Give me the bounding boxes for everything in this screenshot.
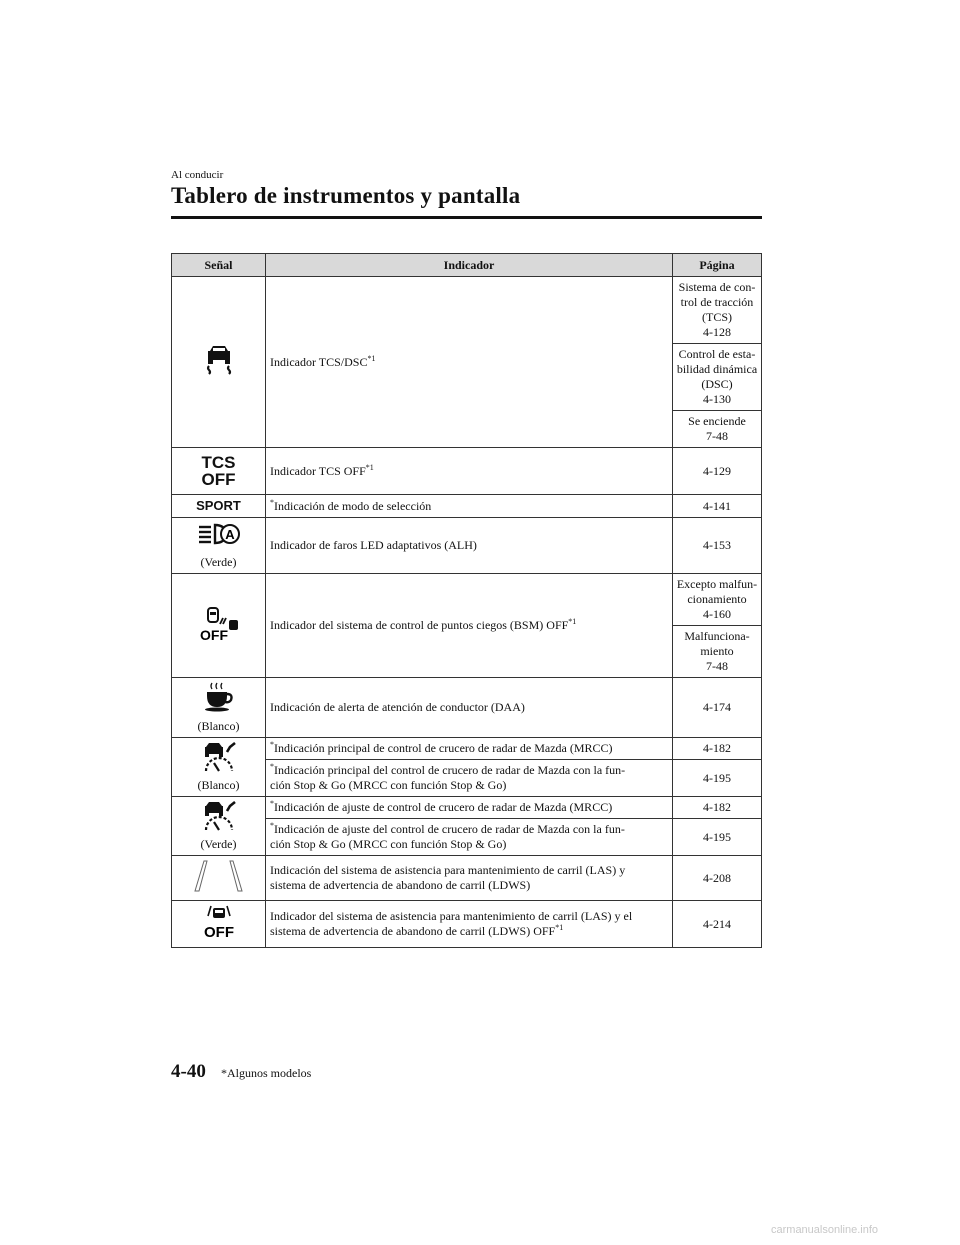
page-cell (673, 626, 762, 678)
indicator-cell (266, 760, 673, 797)
page-ref: 7-48 (706, 659, 728, 673)
indicator-sup: * (270, 821, 274, 830)
indicator-text: Indicación de modo de selección (274, 498, 432, 513)
header-page: Página (673, 254, 762, 277)
header-indicator: Indicador (266, 254, 673, 277)
page-cell: 4-174 (673, 678, 762, 738)
indicator-cell (266, 819, 673, 856)
page-cell: 4-208 (673, 856, 762, 901)
indicator-text: Indicación de ajuste de control de crucero de radar de Mazda (MRCC) (274, 800, 613, 814)
lane-lines-icon (190, 859, 248, 893)
table-row (172, 901, 762, 948)
indicator-table (171, 253, 762, 948)
page-title: Tablero de instrumentos y pantalla (171, 183, 521, 208)
page-ref: 4-160 (703, 607, 731, 621)
table-row (172, 738, 762, 760)
indicator-text: Indicador TCS OFF (270, 463, 366, 478)
signal-cell (172, 797, 266, 856)
page-label: Control de esta- (678, 347, 756, 361)
indicator-cell (266, 678, 673, 738)
page-label: trol de tracción (680, 295, 754, 309)
indicator-cell (266, 495, 673, 518)
page-cell: 4-214 (673, 901, 762, 948)
page-label: (TCS) (702, 310, 732, 324)
page-cell: 4-153 (673, 518, 762, 574)
tcs-off-icon (202, 454, 236, 488)
table-row (172, 856, 762, 901)
page-number: 4-40 (171, 1061, 206, 1082)
page-cell: 4-182 (673, 797, 762, 819)
indicator-text: Indicador del sistema de asistencia para mantenimiento de carril (LAS) y el (270, 909, 633, 923)
icon-label: OFF (203, 924, 234, 940)
tcs-dsc-indicator-icon (203, 342, 235, 378)
page-label: bilidad dinámica (676, 362, 758, 376)
page-cell (673, 411, 762, 448)
page-label: Sistema de con- (678, 280, 756, 294)
table-row (172, 518, 762, 574)
indicator-cell (266, 901, 673, 948)
indicator-cell (266, 856, 673, 901)
page-cell (673, 277, 762, 344)
alh-icon (197, 521, 241, 549)
table-row (172, 678, 762, 738)
page-ref: 7-48 (706, 429, 728, 443)
page-cell (673, 574, 762, 626)
icon-caption: (Blanco) (197, 719, 240, 733)
indicator-text: ción Stop & Go (MRCC con función Stop & Go) (270, 778, 507, 792)
indicator-text: Indicador del sistema de control de puntos ciegos (BSM) OFF (270, 618, 569, 632)
indicator-cell (266, 277, 673, 448)
header-signal: Señal (172, 254, 266, 277)
page-label: (DSC) (701, 377, 733, 391)
indicator-text: Indicador de faros LED adaptativos (ALH) (270, 538, 477, 552)
indicator-sup: *1 (555, 923, 564, 932)
signal-cell (172, 495, 266, 518)
page-cell: 4-195 (673, 760, 762, 797)
indicator-text: Indicador TCS/DSC (270, 354, 368, 369)
icon-caption: (Verde) (200, 555, 237, 569)
watermark: carmanualsonline.info (771, 1224, 879, 1236)
indicator-text: Indicación del sistema de asistencia para mantenimiento de carril (LAS) y (270, 863, 626, 877)
indicator-text: Indicación principal del control de crucero de radar de Mazda con la fun- (274, 763, 626, 777)
table-row (172, 797, 762, 819)
indicator-sup: *1 (367, 353, 376, 363)
page-ref: 4-128 (703, 325, 731, 339)
page-label: Se enciende (688, 414, 746, 428)
indicator-text: Indicación de ajuste del control de crucero de radar de Mazda con la fun- (274, 822, 625, 836)
page-cell: 4-129 (673, 448, 762, 495)
signal-cell (172, 448, 266, 495)
indicator-cell (266, 448, 673, 495)
page-label: Malfunciona- (684, 629, 750, 643)
indicator-cell (266, 797, 673, 819)
indicator-text: sistema de advertencia de abandono de carril (LDWS) OFF (270, 924, 556, 938)
indicator-text: ción Stop & Go (MRCC con función Stop & Go) (270, 837, 507, 851)
signal-cell (172, 518, 266, 574)
page-label: cionamiento (687, 592, 747, 606)
icon-label: TCS (201, 452, 236, 472)
signal-cell (172, 574, 266, 678)
bsm-off-icon (198, 606, 240, 642)
indicator-sup: * (270, 740, 274, 749)
table-row (172, 448, 762, 495)
table-header-row (172, 254, 762, 277)
indicator-text: Indicación de alerta de atención de conductor (DAA) (270, 700, 525, 714)
indicator-sup: * (270, 497, 274, 507)
table-row (172, 574, 762, 626)
coffee-cup-icon (202, 681, 236, 713)
indicator-sup: * (270, 762, 274, 771)
indicator-sup: *1 (568, 617, 577, 626)
signal-cell (172, 678, 266, 738)
indicator-sup: *1 (365, 462, 374, 472)
sport-icon: SPORT (196, 498, 241, 513)
svg-text:A: A (224, 527, 235, 542)
las-off-icon (201, 904, 237, 940)
footnote: *Algunos modelos (221, 1066, 312, 1080)
section-label: Al conducir (171, 169, 224, 181)
indicator-cell (266, 574, 673, 678)
signal-cell (172, 856, 266, 901)
icon-label: OFF (199, 626, 228, 642)
page-cell (673, 344, 762, 411)
page-label: Excepto malfun- (676, 577, 758, 591)
indicator-cell (266, 738, 673, 760)
indicator-text: Indicación principal de control de crucero de radar de Mazda (MRCC) (274, 741, 613, 755)
icon-caption: (Blanco) (197, 777, 240, 792)
icon-label: OFF (201, 469, 236, 489)
signal-cell (172, 277, 266, 448)
icon-caption: (Verde) (200, 836, 237, 851)
indicator-cell (266, 518, 673, 574)
page-cell: 4-195 (673, 819, 762, 856)
page-cell: 4-182 (673, 738, 762, 760)
page-cell: 4-141 (673, 495, 762, 518)
page-ref: 4-130 (703, 392, 731, 406)
signal-cell (172, 901, 266, 948)
title-rule (171, 216, 762, 219)
page-label: miento (700, 644, 734, 658)
table-row (172, 495, 762, 518)
indicator-text: sistema de advertencia de abandono de carril (LDWS) (270, 878, 531, 892)
mrcc-icon (200, 801, 238, 831)
indicator-sup: * (270, 799, 274, 808)
mrcc-icon (200, 742, 238, 772)
signal-cell (172, 738, 266, 797)
table-row (172, 277, 762, 344)
